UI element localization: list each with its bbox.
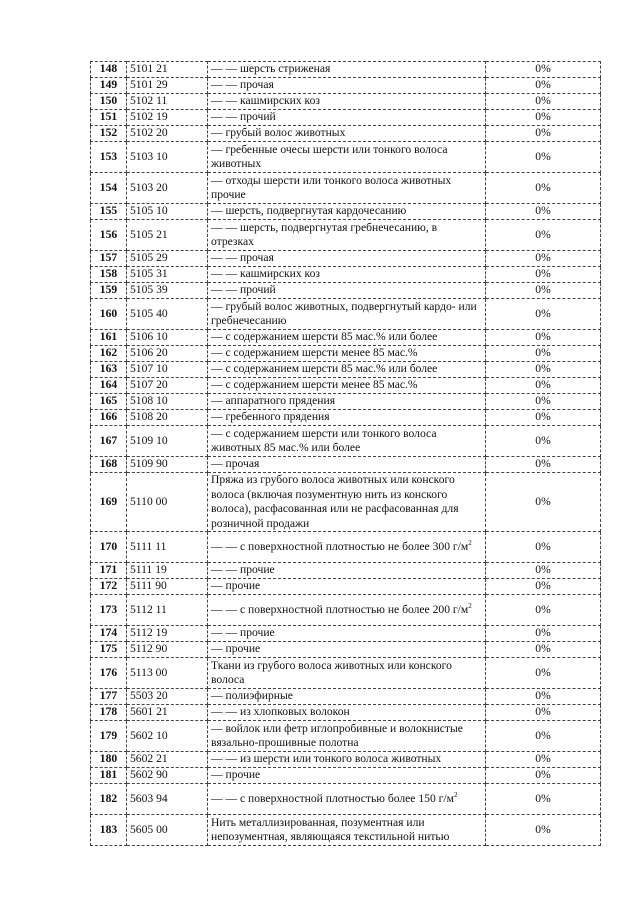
duty-rate: 0% — [486, 330, 601, 346]
goods-description: — полиэфирные — [208, 689, 486, 705]
table-row — [91, 705, 601, 721]
tariff-code: 5103 10 — [127, 142, 208, 173]
goods-description: — прочие — [208, 642, 486, 658]
table-row — [91, 378, 601, 394]
goods-description: — — кашмирских коз — [208, 94, 486, 110]
row-number: 173 — [91, 595, 127, 626]
duty-rate: 0% — [486, 426, 601, 457]
goods-description — [208, 784, 486, 815]
goods-description: — — прочая — [208, 78, 486, 94]
goods-description: — грубый волос животных — [208, 126, 486, 142]
tariff-code: 5113 00 — [127, 658, 208, 689]
row-number: 168 — [91, 457, 127, 473]
row-number: 183 — [91, 815, 127, 846]
duty-rate: 0% — [486, 784, 601, 815]
table-row — [91, 457, 601, 473]
duty-rate: 0% — [486, 204, 601, 220]
goods-description: — с содержанием шерсти 85 мас.% или более — [208, 362, 486, 378]
superscript: 2 — [468, 538, 472, 547]
tariff-code: 5601 21 — [127, 705, 208, 721]
table-row — [91, 346, 601, 362]
goods-description: — гребенные очесы шерсти или тонкого волоса животных — [208, 142, 486, 173]
goods-description: — прочие — [208, 579, 486, 595]
duty-rate: 0% — [486, 689, 601, 705]
row-number: 182 — [91, 784, 127, 815]
row-number: 162 — [91, 346, 127, 362]
row-number: 149 — [91, 78, 127, 94]
row-number: 177 — [91, 689, 127, 705]
row-number: 176 — [91, 658, 127, 689]
row-number: 171 — [91, 563, 127, 579]
table-row — [91, 579, 601, 595]
duty-rate: 0% — [486, 705, 601, 721]
row-number: 157 — [91, 251, 127, 267]
tariff-code: 5102 19 — [127, 110, 208, 126]
table-row — [91, 110, 601, 126]
tariff-code: 5105 31 — [127, 267, 208, 283]
row-number: 152 — [91, 126, 127, 142]
table-row — [91, 126, 601, 142]
table-row — [91, 752, 601, 768]
row-number: 158 — [91, 267, 127, 283]
row-number: 165 — [91, 394, 127, 410]
duty-rate: 0% — [486, 346, 601, 362]
row-number: 166 — [91, 410, 127, 426]
duty-rate: 0% — [486, 110, 601, 126]
tariff-code: 5111 11 — [127, 532, 208, 563]
tariff-code: 5106 10 — [127, 330, 208, 346]
goods-description: — с содержанием шерсти менее 85 мас.% — [208, 378, 486, 394]
duty-rate: 0% — [486, 658, 601, 689]
tariff-code: 5109 10 — [127, 426, 208, 457]
goods-description: Пряжа из грубого волоса животных или конского волоса (включая позументную нить из конского волоса), расфасованная или не расфасованная для розничной продажи — [208, 473, 486, 532]
table-row — [91, 626, 601, 642]
duty-rate: 0% — [486, 768, 601, 784]
table-row — [91, 815, 601, 846]
tariff-code: 5101 21 — [127, 62, 208, 78]
tariff-code: 5105 39 — [127, 283, 208, 299]
row-number: 181 — [91, 768, 127, 784]
goods-description: — отходы шерсти или тонкого волоса животных прочие — [208, 173, 486, 204]
row-number: 153 — [91, 142, 127, 173]
table-row — [91, 299, 601, 330]
tariff-code: 5105 10 — [127, 204, 208, 220]
table-row — [91, 62, 601, 78]
row-number: 161 — [91, 330, 127, 346]
goods-description: — — из шерсти или тонкого волоса животных — [208, 752, 486, 768]
goods-description: — с содержанием шерсти менее 85 мас.% — [208, 346, 486, 362]
duty-rate: 0% — [486, 378, 601, 394]
table-row — [91, 721, 601, 752]
goods-description: — — прочий — [208, 110, 486, 126]
row-number: 160 — [91, 299, 127, 330]
row-number: 167 — [91, 426, 127, 457]
table-row — [91, 142, 601, 173]
superscript: 2 — [453, 790, 458, 799]
tariff-code: 5105 21 — [127, 220, 208, 251]
goods-description: — с содержанием шерсти или тонкого волоса животных 85 мас.% или более — [208, 426, 486, 457]
row-number: 164 — [91, 378, 127, 394]
tariff-code: 5110 00 — [127, 473, 208, 532]
tariff-code: 5105 40 — [127, 299, 208, 330]
tariff-code: 5602 21 — [127, 752, 208, 768]
tariff-table-body — [91, 62, 601, 846]
row-number: 172 — [91, 579, 127, 595]
goods-description: — — из хлопковых волокон — [208, 705, 486, 721]
tariff-code: 5107 20 — [127, 378, 208, 394]
goods-description: — грубый волос животных, подвергнутый кардо- или гребнечесанию — [208, 299, 486, 330]
table-row — [91, 204, 601, 220]
goods-description: — войлок или фетр иглопробивные и волокнистые вязально-прошивные полотна — [208, 721, 486, 752]
tariff-code: 5108 20 — [127, 410, 208, 426]
table-row — [91, 595, 601, 626]
row-number: 175 — [91, 642, 127, 658]
duty-rate: 0% — [486, 283, 601, 299]
duty-rate: 0% — [486, 473, 601, 532]
superscript: 2 — [468, 601, 472, 610]
duty-rate: 0% — [486, 126, 601, 142]
tariff-code: 5109 90 — [127, 457, 208, 473]
duty-rate: 0% — [486, 410, 601, 426]
goods-description: — шерсть, подвергнутая кардочесанию — [208, 204, 486, 220]
goods-description: — прочая — [208, 457, 486, 473]
goods-description: — — шерсть, подвергнутая гребнечесанию, в отрезках — [208, 220, 486, 251]
goods-description — [208, 595, 486, 626]
row-number: 169 — [91, 473, 127, 532]
table-row — [91, 394, 601, 410]
duty-rate: 0% — [486, 299, 601, 330]
tariff-code: 5107 10 — [127, 362, 208, 378]
duty-rate: 0% — [486, 752, 601, 768]
goods-description: — гребенного прядения — [208, 410, 486, 426]
duty-rate: 0% — [486, 267, 601, 283]
table-row — [91, 283, 601, 299]
goods-description: — прочие — [208, 768, 486, 784]
goods-description: — — прочий — [208, 283, 486, 299]
table-row — [91, 330, 601, 346]
tariff-code: 5605 00 — [127, 815, 208, 846]
duty-rate: 0% — [486, 563, 601, 579]
tariff-code: 5111 90 — [127, 579, 208, 595]
row-number: 156 — [91, 220, 127, 251]
goods-description — [208, 532, 486, 563]
tariff-code: 5101 29 — [127, 78, 208, 94]
duty-rate: 0% — [486, 815, 601, 846]
goods-description: — аппаратного прядения — [208, 394, 486, 410]
tariff-code: 5102 20 — [127, 126, 208, 142]
duty-rate: 0% — [486, 595, 601, 626]
tariff-code: 5603 94 — [127, 784, 208, 815]
table-row — [91, 251, 601, 267]
duty-rate: 0% — [486, 173, 601, 204]
tariff-table — [90, 61, 601, 846]
description-text: — — с поверхностной плотностью не более 200 г/м — [211, 602, 469, 616]
duty-rate: 0% — [486, 142, 601, 173]
row-number: 179 — [91, 721, 127, 752]
tariff-code: 5111 19 — [127, 563, 208, 579]
goods-description: — с содержанием шерсти 85 мас.% или более — [208, 330, 486, 346]
duty-rate: 0% — [486, 62, 601, 78]
goods-description: — — шерсть стриженая — [208, 62, 486, 78]
tariff-code: 5112 90 — [127, 642, 208, 658]
tariff-code: 5503 20 — [127, 689, 208, 705]
goods-description: — — прочие — [208, 563, 486, 579]
goods-description: — — прочие — [208, 626, 486, 642]
table-row — [91, 94, 601, 110]
table-row — [91, 426, 601, 457]
duty-rate: 0% — [486, 362, 601, 378]
duty-rate: 0% — [486, 220, 601, 251]
row-number: 151 — [91, 110, 127, 126]
row-number: 170 — [91, 532, 127, 563]
table-row — [91, 173, 601, 204]
row-number: 159 — [91, 283, 127, 299]
duty-rate: 0% — [486, 532, 601, 563]
duty-rate: 0% — [486, 78, 601, 94]
tariff-code: 5108 10 — [127, 394, 208, 410]
row-number: 154 — [91, 173, 127, 204]
table-row — [91, 768, 601, 784]
table-row — [91, 658, 601, 689]
tariff-code: 5112 11 — [127, 595, 208, 626]
duty-rate: 0% — [486, 457, 601, 473]
duty-rate: 0% — [486, 721, 601, 752]
goods-description: Ткани из грубого волоса животных или конского волоса — [208, 658, 486, 689]
table-row — [91, 784, 601, 815]
table-row — [91, 563, 601, 579]
row-number: 163 — [91, 362, 127, 378]
tariff-code: 5106 20 — [127, 346, 208, 362]
row-number: 148 — [91, 62, 127, 78]
description-text: — — с поверхностной плотностью более 150 г/м — [211, 791, 454, 805]
table-row — [91, 473, 601, 532]
row-number: 174 — [91, 626, 127, 642]
tariff-code: 5602 10 — [127, 721, 208, 752]
tariff-code: 5112 19 — [127, 626, 208, 642]
row-number: 180 — [91, 752, 127, 768]
duty-rate: 0% — [486, 579, 601, 595]
table-row — [91, 410, 601, 426]
goods-description: — — кашмирских коз — [208, 267, 486, 283]
row-number: 150 — [91, 94, 127, 110]
table-row — [91, 642, 601, 658]
tariff-code: 5105 29 — [127, 251, 208, 267]
duty-rate: 0% — [486, 626, 601, 642]
row-number: 178 — [91, 705, 127, 721]
tariff-code: 5102 11 — [127, 94, 208, 110]
description-text: — — с поверхностной плотностью не более 300 г/м — [211, 539, 469, 553]
table-row — [91, 267, 601, 283]
goods-description: — — прочая — [208, 251, 486, 267]
tariff-code: 5103 20 — [127, 173, 208, 204]
goods-description: Нить металлизированная, позументная или непозументная, являющаяся текстильной нитью — [208, 815, 486, 846]
tariff-code: 5602 90 — [127, 768, 208, 784]
duty-rate: 0% — [486, 642, 601, 658]
table-row — [91, 362, 601, 378]
duty-rate: 0% — [486, 251, 601, 267]
duty-rate: 0% — [486, 94, 601, 110]
duty-rate: 0% — [486, 394, 601, 410]
table-row — [91, 689, 601, 705]
table-row — [91, 532, 601, 563]
table-row — [91, 78, 601, 94]
row-number: 155 — [91, 204, 127, 220]
table-row — [91, 220, 601, 251]
